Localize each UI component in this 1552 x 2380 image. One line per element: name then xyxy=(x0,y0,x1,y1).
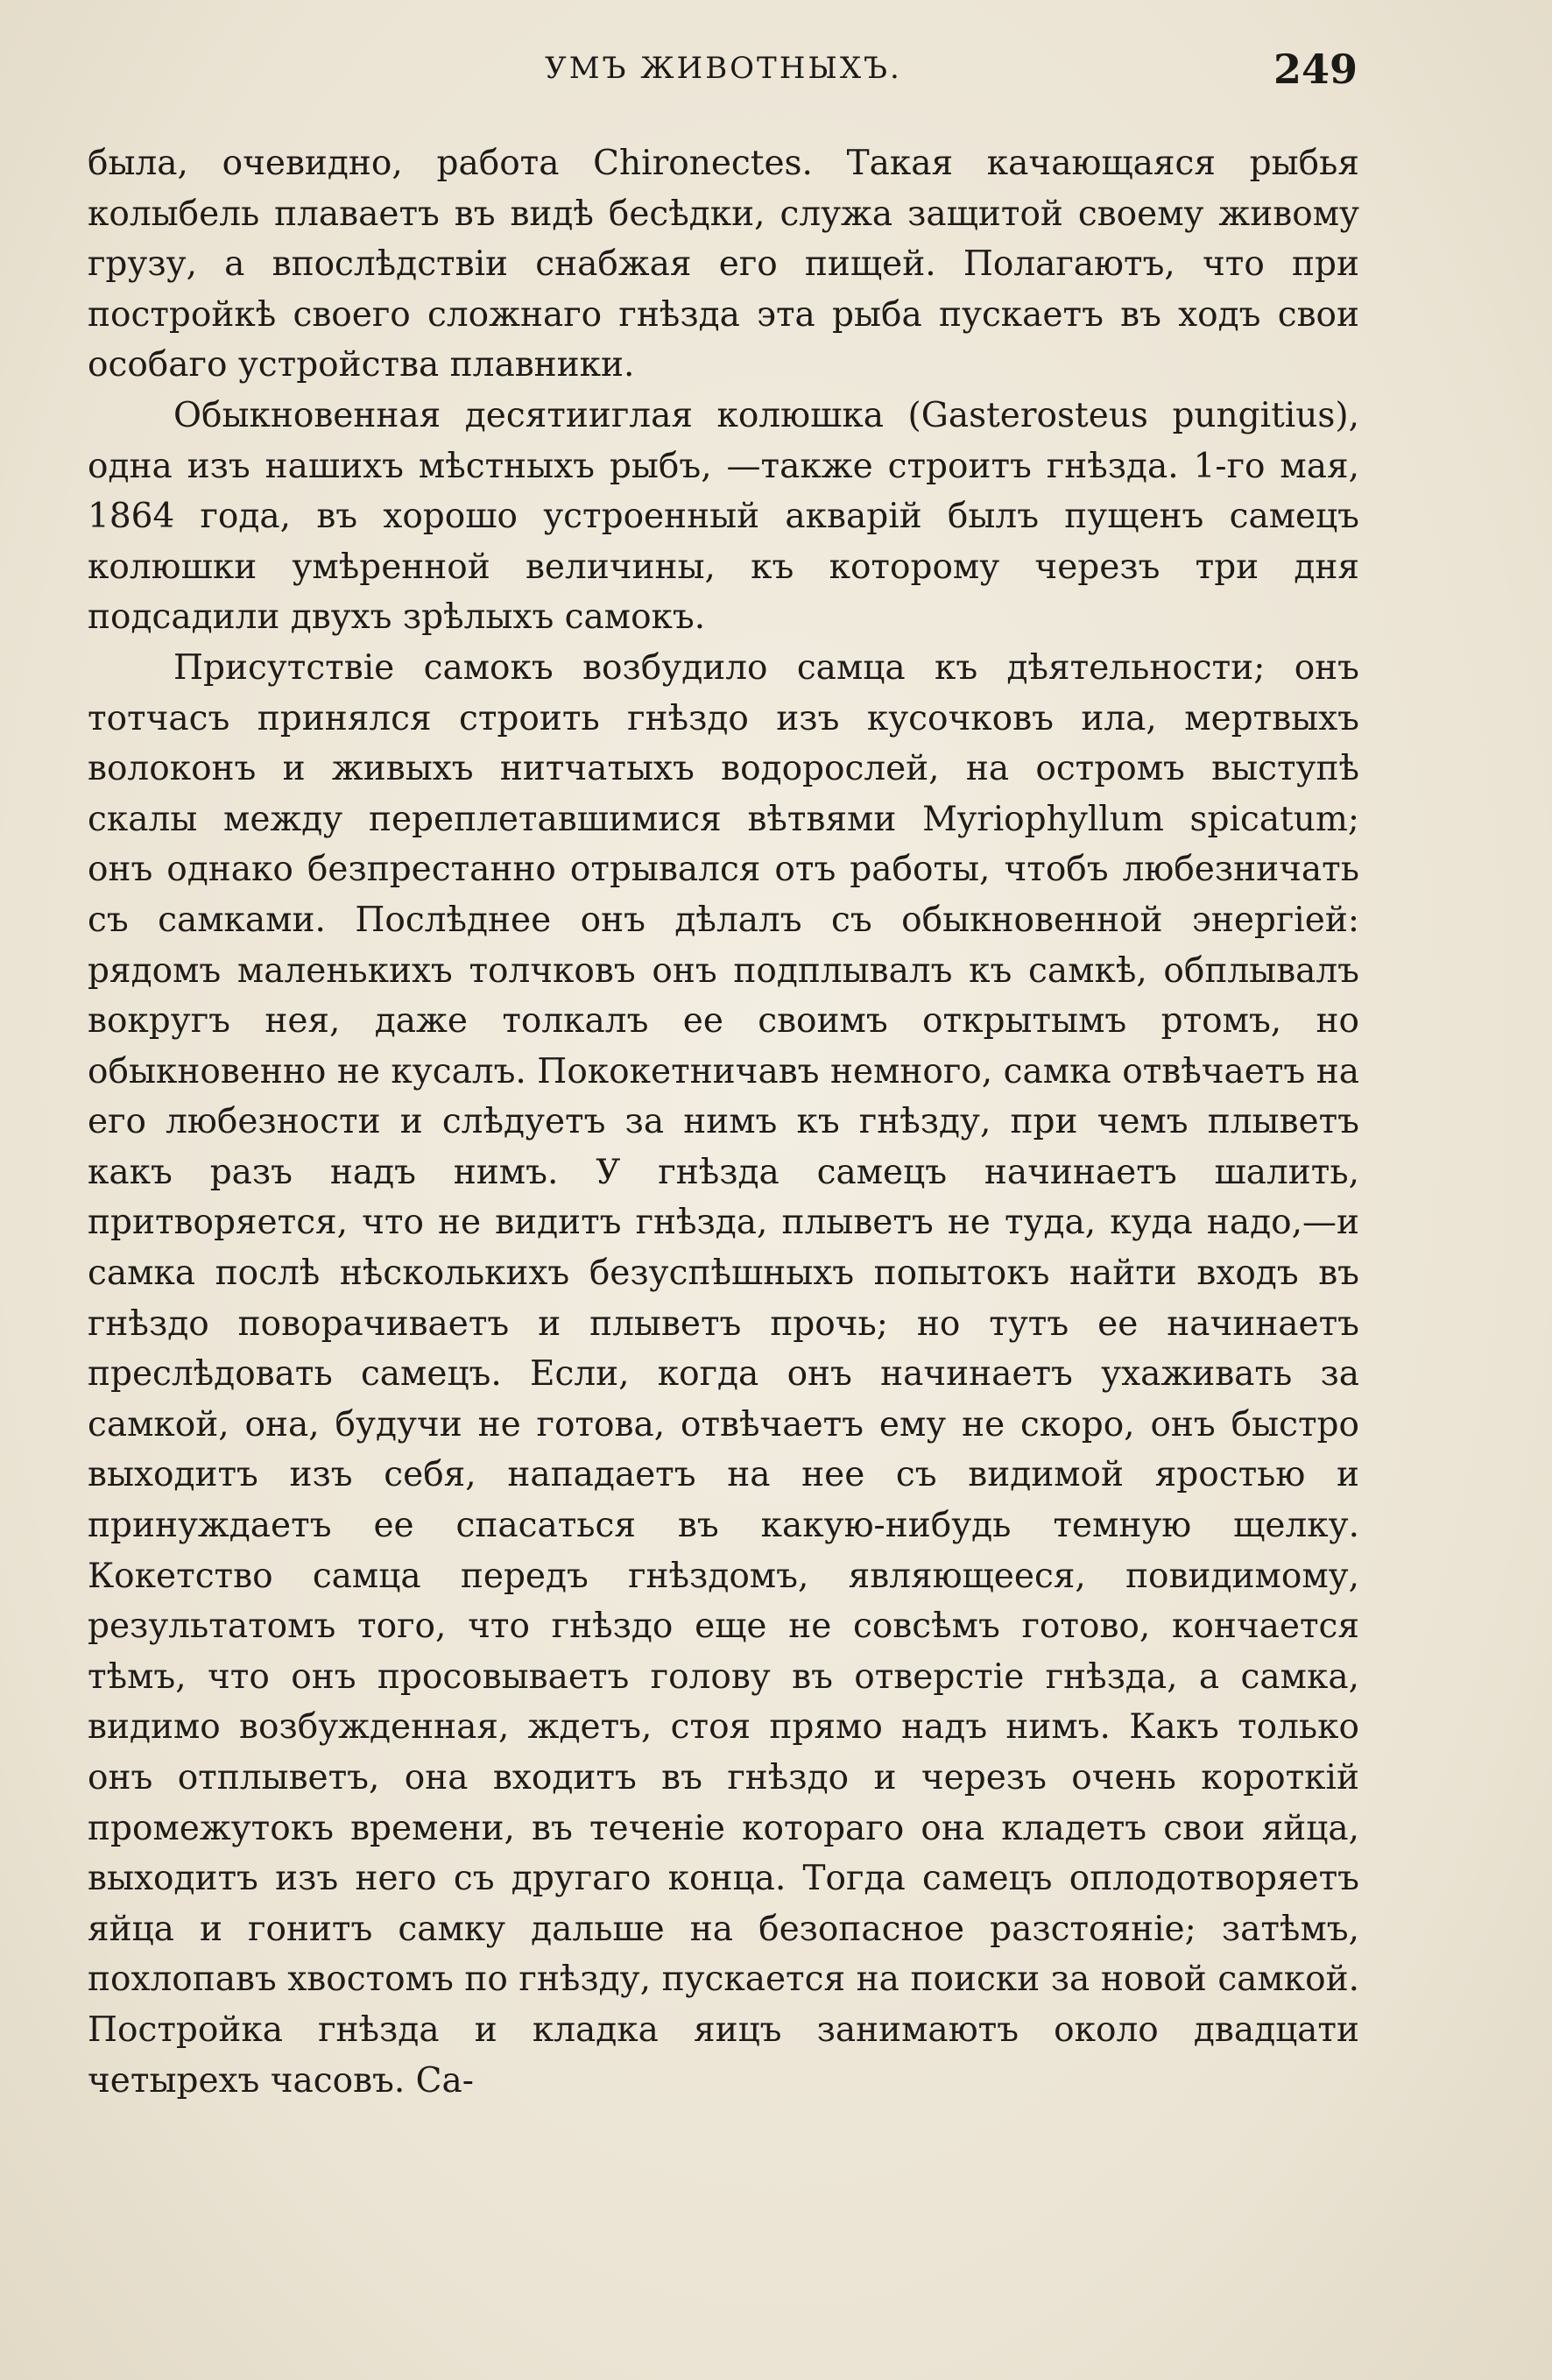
paragraph: была, очевидно, работа Chironectes. Такая качающаяся рыбья колыбель плаваетъ въ видѣ бесѣдки, служа защитой своему живому грузу, а впослѣдствіи снабжая его пищей. Полагаютъ, что при постройкѣ своего сложнаго гнѣзда эта рыба пускаетъ въ ходъ свои особаго устройства плавники. xyxy=(88,144,1359,385)
paragraph: Присутствіе самокъ возбудило самца къ дѣятельности; онъ тотчасъ принялся строить гнѣздо изъ кусочковъ ила, мертвыхъ волоконъ и живыхъ нитчатыхъ водорослей, на остромъ выступѣ скалы между переплетавшимися вѣтвями Myriophyllum spicatum; онъ однако безпрестанно отрывался отъ работы, чтобъ любезничать съ самками. Послѣднее онъ дѣлалъ съ обыкновенной энергіей: рядомъ маленькихъ толчковъ онъ подплывалъ къ самкѣ, обплывалъ вокругъ нея, даже толкалъ ее своимъ открытымъ ртомъ, но обыкновенно не кусалъ. Пококетничавъ немного, самка отвѣчаетъ на его любезности и слѣдуетъ за нимъ къ гнѣзду, при чемъ плыветъ какъ разъ надъ нимъ. У гнѣзда самецъ начинаетъ шалить, притворяется, что не видитъ гнѣзда, плыветъ не туда, куда надо,—и самка послѣ нѣсколькихъ безуспѣшныхъ попытокъ найти входъ въ гнѣздо поворачиваетъ и плыветъ прочь; но тутъ ее начинаетъ преслѣдовать самецъ. Если, когда онъ начинаетъ ухаживать за самкой, она, будучи не готова, отвѣчаетъ ему не скоро, онъ быстро выходитъ изъ себя, нападаетъ на нее съ видимой яростью и принуждаетъ ее спасаться въ какую-нибудь темную щелку. Кокетство самца передъ гнѣздомъ, являющееся, повидимому, результатомъ того, что гнѣздо еще не совсѣмъ готово, кончается тѣмъ, что онъ просовываетъ голову въ отверстіе гнѣзда, а самка, видимо возбужденная, ждетъ, стоя прямо надъ нимъ. Какъ только онъ отплыветъ, она входитъ въ гнѣздо и черезъ очень короткій промежутокъ времени, въ теченіе котораго она кладетъ свои яйца, выходитъ изъ него съ другаго конца. Тогда самецъ оплодотворяетъ яйца и гонитъ самку дальше на безопасное разстояніе; затѣмъ, похлопавъ хвостомъ по гнѣзду, пускается на поиски за новой самкой. Постройка гнѣзда и кладка яицъ занимаютъ около двадцати четырехъ часовъ. Са- xyxy=(88,647,1359,2101)
running-title: УМЪ ЖИВОТНЫХЪ. xyxy=(545,51,902,86)
page-header xyxy=(88,46,1359,107)
paragraph: Обыкновенная десятииглая колюшка (Gasterosteus pungitius), одна изъ нашихъ мѣстныхъ рыбъ, —также строитъ гнѣзда. 1-го мая, 1864 года, въ хорошо устроенный акварій былъ пущенъ самецъ колюшки умѣренной величины, къ которому черезъ три дня подсадили двухъ зрѣлыхъ самокъ. xyxy=(88,395,1359,638)
body-text xyxy=(88,138,1359,2106)
page-number: 249 xyxy=(1273,46,1358,93)
